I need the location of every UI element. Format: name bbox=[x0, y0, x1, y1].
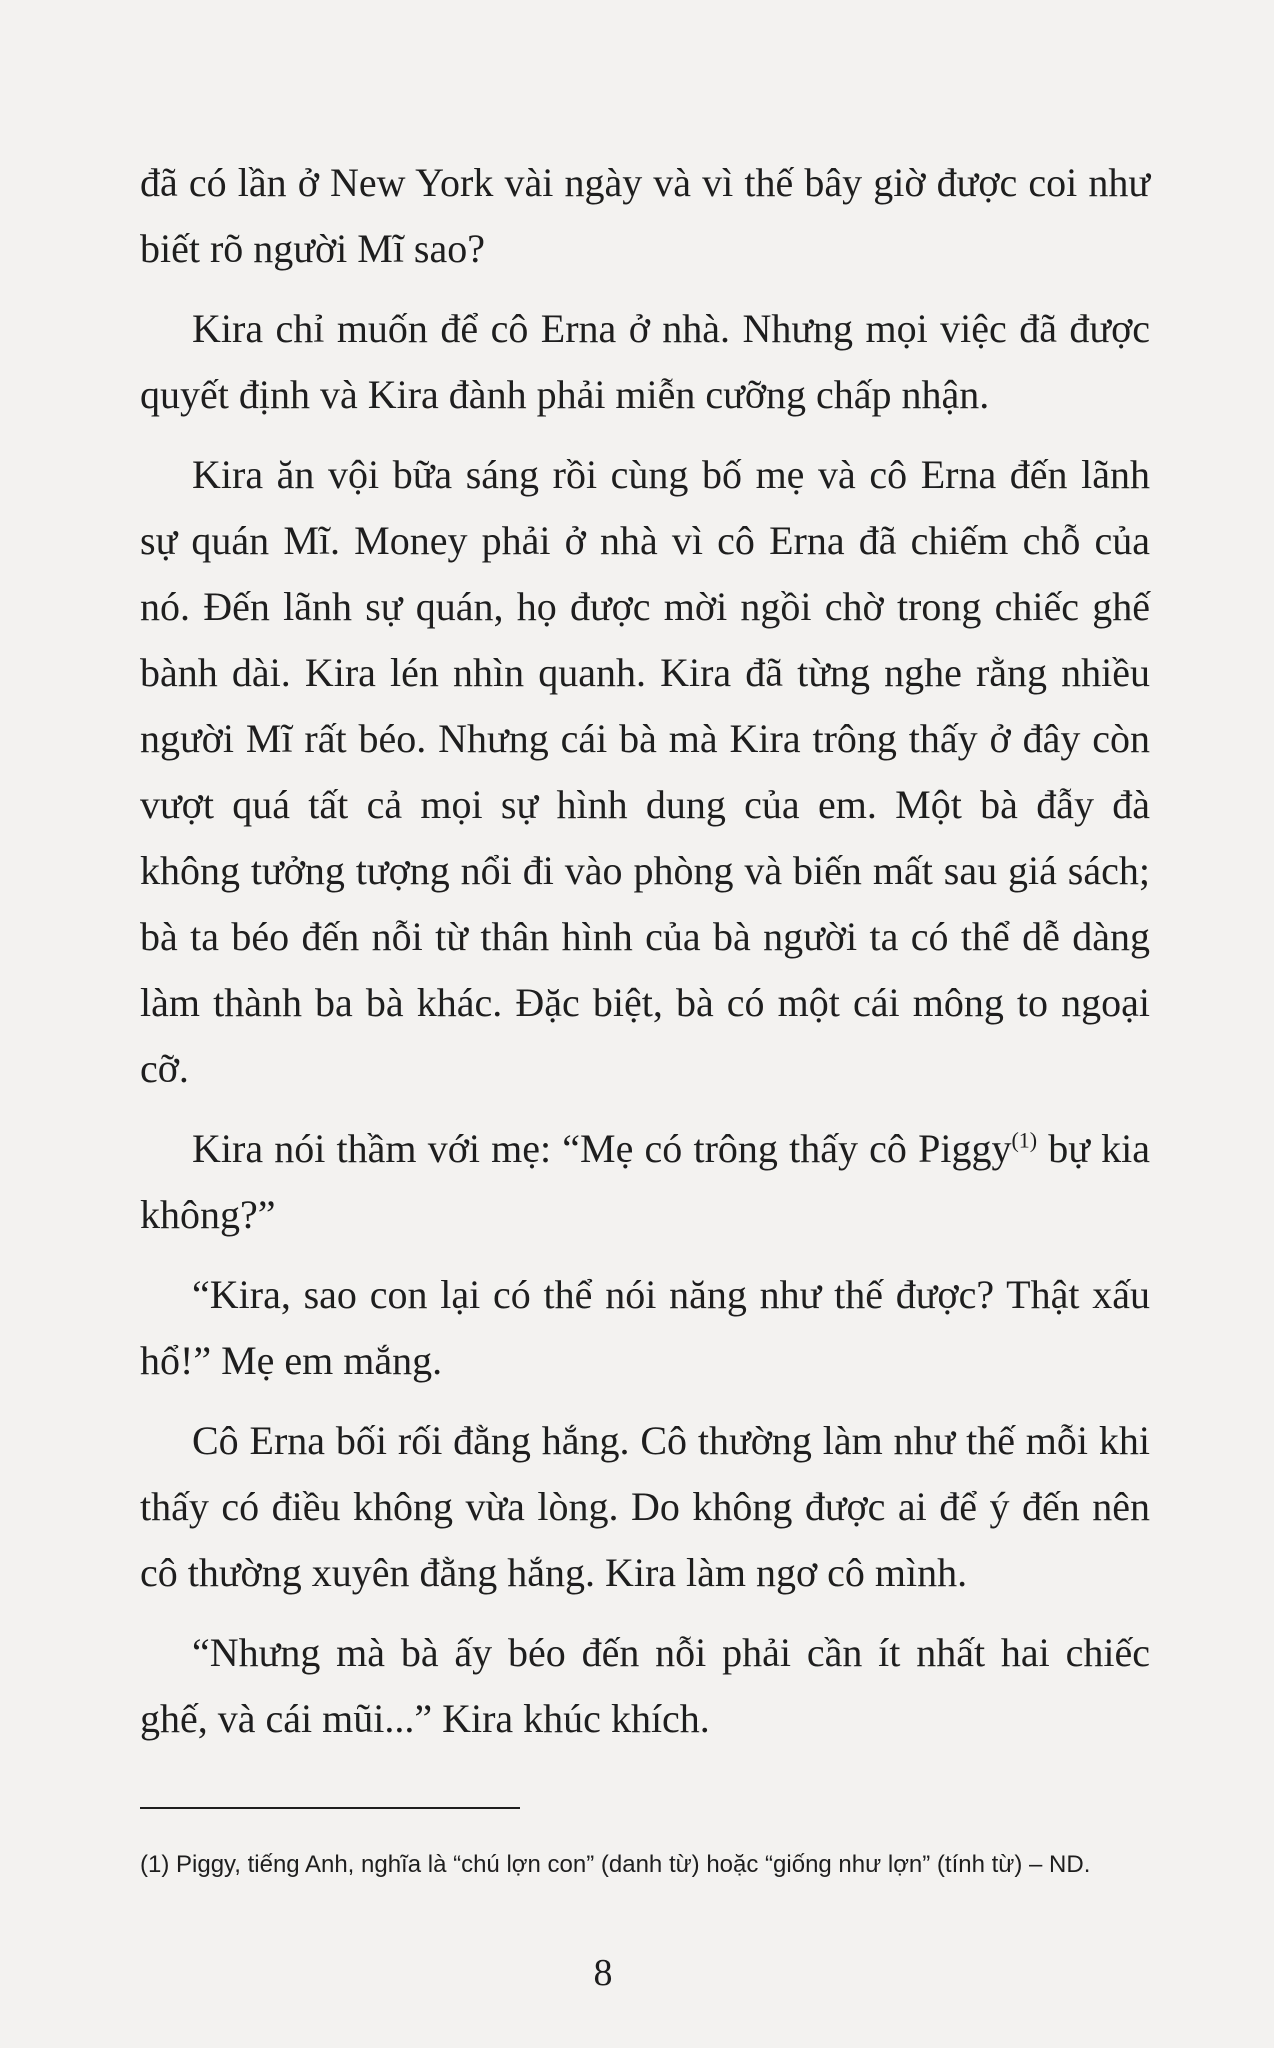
paragraph-4-text-before: Kira nói thầm với mẹ: “Mẹ có trông thấy cô Piggy bbox=[192, 1126, 1012, 1171]
footnote-divider bbox=[140, 1807, 520, 1809]
paragraph-1: đã có lần ở New York vài ngày và vì thế bây giờ được coi như biết rõ người Mĩ sao? bbox=[140, 160, 1150, 271]
paragraph-7: “Nhưng mà bà ấy béo đến nỗi phải cần ít nhất hai chiếc ghế, và cái mũi...” Kira khúc khích. bbox=[140, 1630, 1150, 1741]
paragraph-4 bbox=[140, 1116, 1150, 1248]
footnote-text: (1) Piggy, tiếng Anh, nghĩa là “chú lợn con” (danh từ) hoặc “giống như lợn” (tính từ) – ND. bbox=[140, 1851, 1091, 1878]
paragraph-2: Kira chỉ muốn để cô Erna ở nhà. Nhưng mọi việc đã được quyết định và Kira đành phải miễn cưỡng chấp nhận. bbox=[140, 306, 1150, 417]
paragraph-6: Cô Erna bối rối đằng hắng. Cô thường làm như thế mỗi khi thấy có điều không vừa lòng. Do không được ai để ý đến nên cô thường xuyên đằng hắng. Kira làm ngơ cô mình. bbox=[140, 1418, 1150, 1595]
paragraph-3: Kira ăn vội bữa sáng rồi cùng bố mẹ và cô Erna đến lãnh sự quán Mĩ. Money phải ở nhà vì cô Erna đã chiếm chỗ của nó. Đến lãnh sự quán, họ được mời ngồi chờ trong chiếc ghế bành dài. Kira lén nhìn quanh. Kira đã từng nghe rằng nhiều người Mĩ rất béo. Nhưng cái bà mà Kira trông thấy ở đây còn vượt quá tất cả mọi sự hình dung của em. Một bà đẫy đà không tưởng tượng nổi đi vào phòng và biến mất sau giá sách; bà ta béo đến nỗi từ thân hình của bà người ta có thể dễ dàng làm thành ba bà khác. Đặc biệt, bà có một cái mông to ngoại cỡ. bbox=[140, 452, 1150, 1091]
paragraph-5: “Kira, sao con lại có thể nói năng như thế được? Thật xấu hổ!” Mẹ em mắng. bbox=[140, 1272, 1150, 1383]
page-number: 8 bbox=[593, 1952, 613, 1994]
footnote-marker: (1) bbox=[1011, 1127, 1038, 1153]
page-body bbox=[140, 150, 1150, 1766]
paragraph-4-text-after: bự kia không?” bbox=[140, 1126, 1151, 1237]
